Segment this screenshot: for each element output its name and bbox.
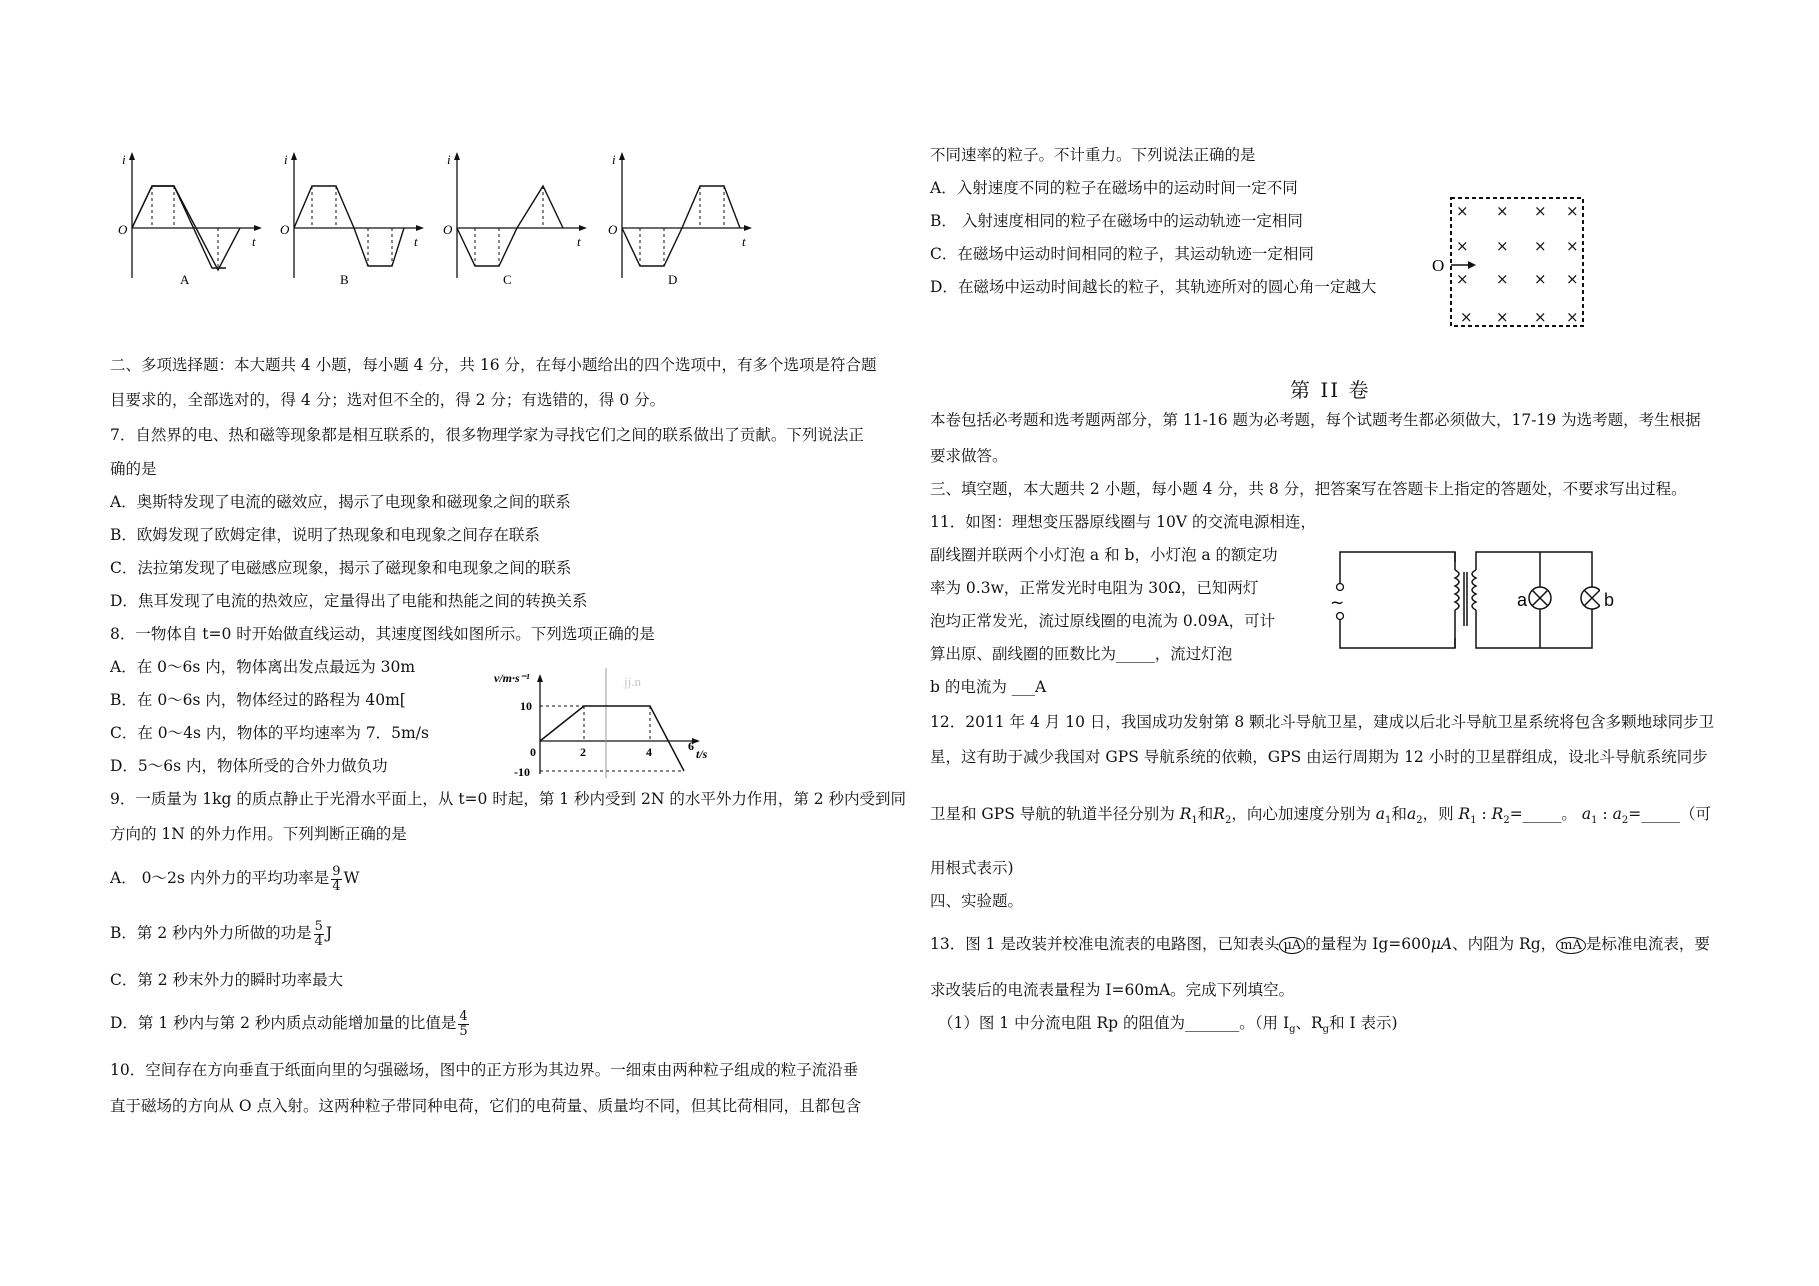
fraction-denominator: 4 xyxy=(314,933,323,949)
option-text: B．第 2 秒内外力所做的功是 xyxy=(110,924,312,942)
axis-t-label: t xyxy=(252,234,256,249)
svg-text:×: × xyxy=(1566,202,1579,220)
lamp-a-label: a xyxy=(1517,590,1528,610)
question-11-line-4: 泡均正常发光，流过原线圈的电流为 0.09A，可计 xyxy=(930,612,1276,630)
y-tick-label: 10 xyxy=(520,699,532,713)
question-12-line-4: 用根式表示) xyxy=(930,859,1014,877)
part-2-intro: 本卷包括必考题和选考题两部分，第 11-16 题为必考题，每个试题考生都必须做大，17-19 为选考题，考生根据 xyxy=(930,411,1701,429)
part-2-title: 第 II 卷 xyxy=(1290,378,1371,402)
svg-text:×: × xyxy=(1496,308,1509,326)
subscript: 2 xyxy=(1621,815,1629,827)
unit: W xyxy=(343,869,360,887)
subscript: 2 xyxy=(1503,815,1510,827)
question-9-option-d xyxy=(110,1005,471,1041)
question-12-line-2: 星，这有助于减少我国对 GPS 导航系统的依赖，GPS 由运行周期为 12 小时的卫星群组成，设北斗导航系统同步 xyxy=(930,748,1708,766)
question-8-option-a: A．在 0～6s 内，物体离出发点最远为 30m xyxy=(110,658,416,676)
svg-text:×: × xyxy=(1460,308,1473,326)
waveform-graph-b xyxy=(280,150,430,290)
var-a: a xyxy=(1375,805,1386,823)
question-13-subquestion-1 xyxy=(938,1013,1398,1040)
question-9-stem: 9．一质量为 1kg 的质点静止于光滑水平面上，从 t=0 时起，第 1 秒内受到 2N 的水平外力作用，第 2 秒内受到同 xyxy=(110,790,907,808)
question-8-option-d: D．5～6s 内，物体所受的合外力做负功 xyxy=(110,757,388,775)
text: 、内阻为 Rg， xyxy=(1452,935,1557,953)
var-a: a xyxy=(1612,805,1622,823)
text: 13．图 1 是改装并校准电流表的电路图，已知表头 xyxy=(930,935,1280,953)
fraction xyxy=(314,920,324,949)
fraction-denominator: 4 xyxy=(332,878,341,894)
axis-t-label: t xyxy=(742,234,746,249)
var-r: R xyxy=(1458,805,1471,823)
question-10-stem: 10．空间存在方向垂直于纸面向里的匀强磁场，图中的正方形为其边界。一细束由两种粒子组成的粒子流沿垂 xyxy=(110,1061,859,1079)
question-10-stem-cont: 直于磁场的方向从 O 点入射。这两种粒子带同种电荷，它们的电荷量、质量均不同，但其比荷相同，且都包含 xyxy=(110,1097,862,1115)
fraction xyxy=(331,865,341,894)
question-13-line-2: 求改装后的电流表量程为 I=60mA。完成下列填空。 xyxy=(930,981,1295,999)
question-11-line-5: 算出原、副线圈的匝数比为_____，流过灯泡 xyxy=(930,645,1233,663)
svg-text:×: × xyxy=(1566,308,1579,326)
text: 的量程为 Ig=600 xyxy=(1305,935,1431,953)
question-8-option-c: C．在 0～4s 内，物体的平均速率为 7．5m/s xyxy=(110,724,429,742)
fraction-numerator: 4 xyxy=(459,1008,468,1024)
question-12-line-1: 12．2011 年 4 月 10 日，我国成功发射第 8 颗北斗导航卫星，建成以后北斗导航卫星系统将包含多颗地球同步卫 xyxy=(930,713,1715,731)
question-10-option-a: A．入射速度不同的粒子在磁场中的运动时间一定不同 xyxy=(930,179,1298,197)
graph-label: A xyxy=(180,272,190,287)
svg-text:×: × xyxy=(1496,270,1509,288)
graph-label: B xyxy=(340,272,349,287)
question-7-option-c: C．法拉第发现了电磁感应现象，揭示了磁现象和电现象之间的联系 xyxy=(110,559,572,577)
subscript: 2 xyxy=(1416,815,1423,827)
fraction xyxy=(458,1010,468,1039)
text: 和 I 表示) xyxy=(1329,1014,1398,1032)
question-7-stem-cont: 确的是 xyxy=(110,460,157,478)
section-3-heading: 三、填空题，本大题共 2 小题，每小题 4 分，共 8 分，把答案写在答题卡上指定的答题处，不要求写出过程。 xyxy=(930,480,1687,498)
question-9-option-b xyxy=(110,915,332,951)
question-13-line-1 xyxy=(930,934,1710,954)
entry-point-label: O xyxy=(1432,256,1445,275)
svg-text:×: × xyxy=(1456,237,1469,255)
axis-i-label: i xyxy=(447,152,451,167)
question-7-stem: 7．自然界的电、热和磁等现象都是相互联系的，很多物理学家为寻找它们之间的联系做出了贡献。下列说法正 xyxy=(110,426,864,444)
question-8-option-b: B．在 0～6s 内，物体经过的路程为 40m[ xyxy=(110,691,406,709)
text: 和 xyxy=(1197,805,1214,823)
waveform-graph-a xyxy=(118,150,268,290)
answer-blank: =_____。 xyxy=(1509,805,1577,823)
subscript: g xyxy=(1289,1024,1296,1036)
question-10-option-c: C．在磁场中运动时间相同的粒子，其运动轨迹一定相同 xyxy=(930,245,1314,263)
field-crosses xyxy=(1456,202,1579,326)
text: （1）图 1 中分流电阻 Rp 的阻值为_______。（用 I xyxy=(938,1014,1290,1032)
axis-t-label: t xyxy=(577,234,581,249)
question-11-line-6: b 的电流为 ___A xyxy=(930,678,1047,696)
x-tick-label: 6 xyxy=(688,739,694,753)
section-2-heading-cont: 目要求的，全部选对的，得 4 分；选对但不全的，得 2 分；有选错的，得 0 分。 xyxy=(110,391,666,409)
waveform-graph-d xyxy=(608,150,758,290)
origin-label: O xyxy=(608,222,618,237)
transformer-circuit xyxy=(1330,540,1600,655)
x-tick-label: 2 xyxy=(580,745,586,759)
graph-label: D xyxy=(668,272,678,287)
graph-label: C xyxy=(503,272,512,287)
svg-text:×: × xyxy=(1496,237,1509,255)
axis-i-label: i xyxy=(122,152,126,167)
x-tick-label: 4 xyxy=(646,745,652,759)
subscript: 1 xyxy=(1385,815,1392,827)
question-9-option-a xyxy=(110,860,359,896)
answer-blank: =_____（可 xyxy=(1628,805,1711,823)
question-10-option-d: D．在磁场中运动时间越长的粒子，其轨迹所对的圆心角一定越大 xyxy=(930,278,1377,296)
x-tick-label: 0 xyxy=(530,745,536,759)
text: ，则 xyxy=(1422,805,1454,823)
fraction-numerator: 5 xyxy=(314,918,323,934)
text: 是标准电流表，要 xyxy=(1585,935,1710,953)
fraction-numerator: 9 xyxy=(332,863,341,879)
subscript: 1 xyxy=(1191,815,1198,827)
subscript: 1 xyxy=(1470,815,1477,827)
var-a: a xyxy=(1581,805,1592,823)
svg-text:×: × xyxy=(1496,202,1509,220)
question-7-option-a: A．奥斯特发现了电流的磁效应，揭示了电现象和磁现象之间的联系 xyxy=(110,493,571,511)
var-r: R xyxy=(1213,805,1225,823)
question-8-stem: 8．一物体自 t=0 时开始做直线运动，其速度图线如图所示。下列选项正确的是 xyxy=(110,625,655,643)
x-axis-label: t/s xyxy=(696,747,708,761)
question-11-line-3: 率为 0.3w，正常发光时电阻为 30Ω，已知两灯 xyxy=(930,579,1259,597)
question-10-option-b: B． 入射速度相同的粒子在磁场中的运动轨迹一定相同 xyxy=(930,212,1303,230)
axis-t-label: t xyxy=(414,234,418,249)
text: 卫星和 GPS 导航的轨道半径分别为 xyxy=(930,805,1175,823)
question-7-option-d: D．焦耳发现了电流的热效应，定量得出了电能和热能之间的转换关系 xyxy=(110,592,588,610)
svg-text:×: × xyxy=(1534,270,1547,288)
question-10-stem-end: 不同速率的粒子。不计重力。下列说法正确的是 xyxy=(930,146,1256,164)
svg-text:×: × xyxy=(1534,202,1547,220)
svg-text:×: × xyxy=(1534,308,1547,326)
question-12-line-3: 卫星和 GPS 导航的轨道半径分别为 $R_1$和$R_2$，向心加速度分别为 $a_1$和$a_2$，则 $R_1$ : $R_2=\_\_\_\_\_$。 $a_1$ : $a_2=\_\_\_\_\_$（可 xyxy=(930,805,1711,827)
subscript: g xyxy=(1322,1024,1330,1036)
axis-i-label: i xyxy=(284,152,288,167)
text: 和 xyxy=(1391,805,1407,823)
var-r: R xyxy=(1179,805,1192,823)
microammeter-symbol: μA xyxy=(1279,937,1305,954)
question-11-line-2: 副线圈并联两个小灯泡 a 和 b，小灯泡 a 的额定功 xyxy=(930,546,1278,564)
svg-text:×: × xyxy=(1534,237,1547,255)
svg-text:×: × xyxy=(1456,202,1469,220)
origin-label: O xyxy=(443,222,453,237)
lamp-b-label: b xyxy=(1604,590,1615,610)
waveform-graph-c xyxy=(443,150,593,290)
subscript: 1 xyxy=(1591,815,1598,827)
svg-text:×: × xyxy=(1456,270,1469,288)
svg-text:×: × xyxy=(1566,270,1579,288)
var-a: a xyxy=(1406,805,1417,823)
subscript: 2 xyxy=(1224,815,1232,827)
axis-i-label: i xyxy=(612,152,616,167)
option-text: D．第 1 秒内与第 2 秒内质点动能增加量的比值是 xyxy=(110,1014,457,1032)
milliammeter-symbol: mA xyxy=(1556,937,1586,954)
section-2-heading: 二、多项选择题：本大题共 4 小题，每小题 4 分，共 16 分，在每小题给出的四个选项中，有多个选项是符合题 xyxy=(110,356,877,374)
velocity-time-graph xyxy=(490,668,720,778)
var-r: R xyxy=(1491,805,1504,823)
y-tick-label: -10 xyxy=(514,765,530,778)
magnetic-field-diagram xyxy=(1430,192,1590,332)
ac-source-symbol: ~ xyxy=(1330,593,1345,613)
y-axis-label: v/m·s⁻¹ xyxy=(494,671,530,685)
section-4-heading: 四、实验题。 xyxy=(930,892,1024,910)
watermark: jj.n xyxy=(624,674,641,689)
unit: J xyxy=(325,924,333,942)
origin-label: O xyxy=(118,222,128,237)
question-9-option-c: C．第 2 秒末外力的瞬时功率最大 xyxy=(110,971,344,989)
fraction-denominator: 5 xyxy=(459,1023,468,1039)
text: ，向心加速度分别为 xyxy=(1231,805,1371,823)
question-9-stem-cont: 方向的 1N 的外力作用。下列判断正确的是 xyxy=(110,825,407,843)
option-text: A． 0～2s 内外力的平均功率是 xyxy=(110,869,330,887)
text: 、R xyxy=(1295,1014,1323,1032)
origin-label: O xyxy=(280,222,290,237)
question-11-line-1: 11．如图：理想变压器原线圈与 10V 的交流电源相连， xyxy=(930,513,1316,531)
part-2-intro-cont: 要求做答。 xyxy=(930,447,1008,465)
question-7-option-b: B．欧姆发现了欧姆定律，说明了热现象和电现象之间存在联系 xyxy=(110,526,540,544)
unit: μA xyxy=(1430,935,1453,953)
svg-text:×: × xyxy=(1566,237,1579,255)
